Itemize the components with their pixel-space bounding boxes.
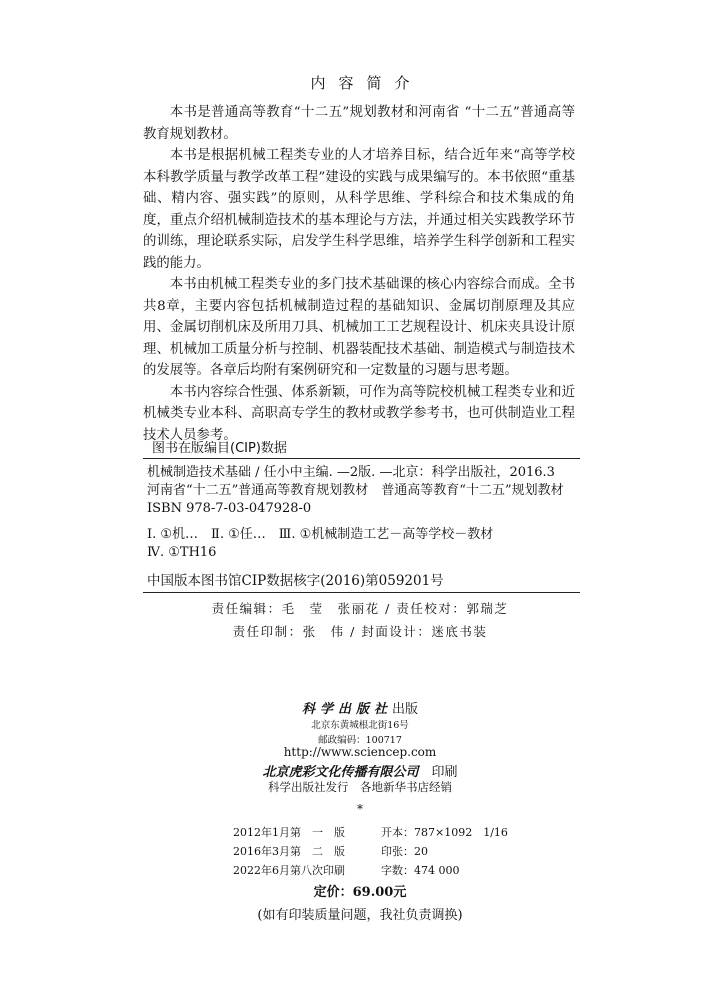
cip-isbn: ISBN 978-7-03-047928-0 — [147, 501, 312, 516]
cip-record-number: 中国版本图书馆CIP数据核字(2016)第059201号 — [147, 573, 444, 589]
edition-row — [233, 862, 460, 878]
cip-classification-line: Ⅳ. ①TH16 — [147, 545, 217, 560]
printer-line — [0, 761, 720, 780]
edition-date: 2022年6月第八次印刷 — [233, 864, 345, 877]
edition-info: 开本：787×1092 1/16 — [381, 826, 508, 839]
edition-info: 字数：474 000 — [381, 864, 460, 877]
cip-description-line: 河南省“十二五”普通高等教育规划教材 普通高等教育“十二五”规划教材 — [147, 483, 564, 498]
separator-asterisk: * — [357, 802, 363, 816]
cip-description-line: 机械制造技术基础 / 任小中主编. —2版. —北京：科学出版社，2016.3 — [147, 465, 555, 480]
summary-paragraph: 本书内容综合性强、体系新颖，可作为高等院校机械工程类专业和近机械类专业本科、高职高专学生的教材或教学参考书，也可供制造业工程技术人员参考。 — [143, 384, 575, 443]
summary-paragraph: 本书是普通高等教育“十二五”规划教材和河南省 “十二五”普通高等教育规划教材。 — [143, 105, 575, 142]
summary-body — [143, 102, 575, 446]
cip-description — [147, 464, 587, 518]
publisher-postcode: 邮政编码：100717 — [318, 735, 402, 746]
publisher-name: 科学出版社 — [301, 702, 392, 717]
edition-date: 2016年3月第 二 版 — [233, 845, 345, 858]
cip-top-rule — [143, 458, 580, 459]
staff-line-production: 责任印制：张 伟 / 封面设计：迷底书装 — [232, 624, 488, 639]
printer-name: 北京虎彩文化传播有限公司 — [262, 765, 419, 780]
printer-suffix: 印刷 — [431, 765, 458, 780]
publisher-address: 北京东黄城根北街16号 — [311, 720, 409, 731]
summary-paragraph: 本书由机械工程类专业的多门技术基础课的核心内容综合而成。全书共8章，主要内容包括机械制造过程的基础知识、金属切削原理及其应用、金属切削机床及所用刀具、机械加工工艺规程设计、机床夹具设计原理、机械加工质量分析与控制、机器装配技术基础、制造模式与制造技术的发展等。各章后均附有案例研究和一定数量的习题与思考题。 — [143, 277, 575, 378]
quality-note: (如有印装质量问题，我社负责调换) — [257, 908, 463, 923]
edition-row — [233, 824, 508, 840]
edition-row — [233, 843, 428, 859]
staff-line-editors: 责任编辑：毛 莹 张丽花 / 责任校对：郭瑞芝 — [211, 601, 509, 616]
publisher-url: http://www.sciencep.com — [283, 745, 437, 759]
cip-bottom-rule — [143, 592, 580, 593]
price: 定价：69.00元 — [313, 885, 407, 900]
distributor-line: 科学出版社发行 各地新华书店经销 — [268, 780, 452, 794]
cip-heading: 图书在版编目(CIP)数据 — [152, 441, 287, 456]
edition-date: 2012年1月第 一 版 — [233, 826, 345, 839]
summary-paragraph: 本书是根据机械工程类专业的人才培养目标，结合近年来“高等学校本科教学质量与教学改革工程”建设的实践与成果编写的。本书依照“重基础、精内容、强实践”的原则，从科学思维、学科综合和技术集成的角度，重点介绍机械制造技术的基本理论与方法，并通过相关实践教学环节的训练，理论联系实际，启发学生科学思维，培养学生科学创新和工程实践的能力。 — [143, 148, 575, 271]
cip-classification-line: Ⅰ. ①机… Ⅱ. ①任… Ⅲ. ①机械制造工艺－高等学校－教材 — [147, 527, 494, 542]
edition-info: 印张：20 — [381, 845, 428, 858]
publisher-line — [0, 698, 720, 717]
cip-classification — [147, 526, 587, 562]
publisher-suffix: 出版 — [392, 702, 419, 717]
summary-title: 内容简介 — [310, 74, 423, 92]
